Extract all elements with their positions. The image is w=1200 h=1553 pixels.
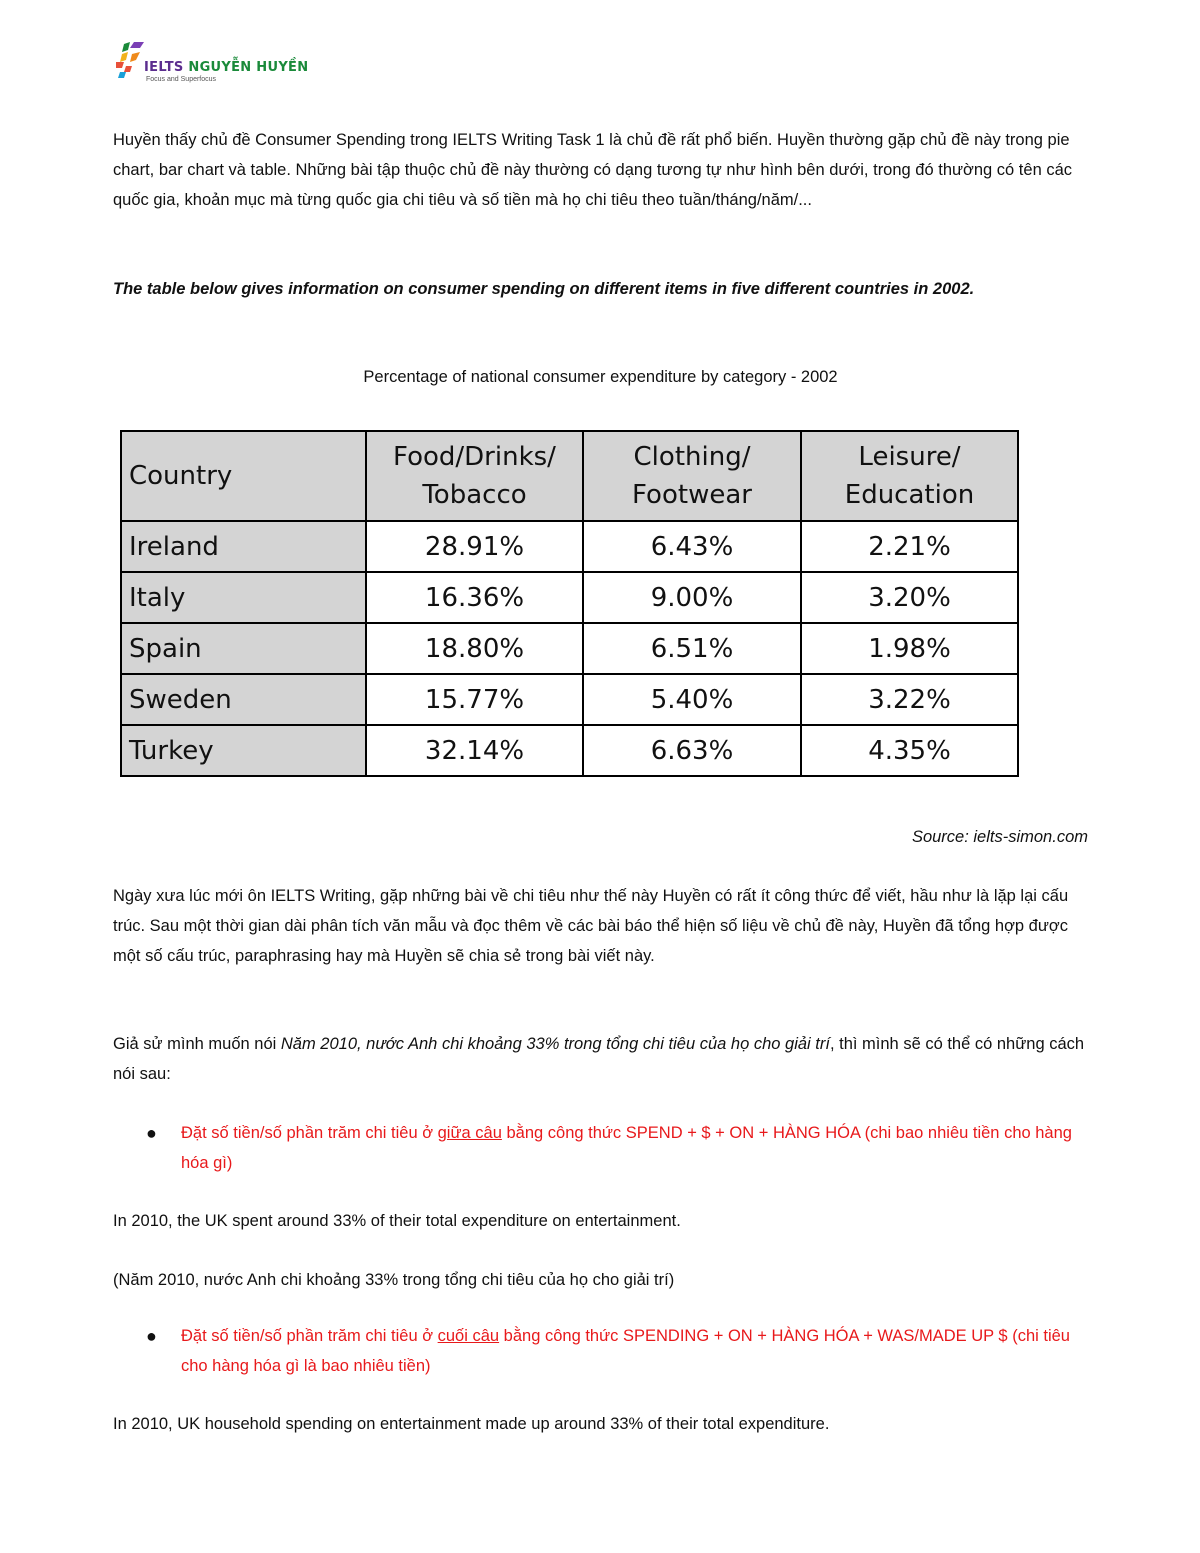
logo-text-ielts: IELTS <box>144 60 189 75</box>
country-cell: Sweden <box>121 674 366 725</box>
clothing-cell: 5.40% <box>583 674 801 725</box>
table-row <box>121 674 1018 725</box>
clothing-cell: 6.63% <box>583 725 801 776</box>
bullet-dot-icon: ● <box>146 1326 157 1346</box>
leisure-cell: 4.35% <box>801 725 1018 776</box>
second-paragraph: Ngày xưa lúc mới ôn IELTS Writing, gặp những bài về chi tiêu như thế này Huyền có rất ít công thức để viết, hầu như là lặp lại cấu trúc. Sau một thời gian dài phân tích văn mẫu và đọc thêm về các bài báo thể hiện số liệu về chủ đề này, Huyền đã tổng hợp được một số cấu trúc, paraphrasing hay mà Huyền sẽ chia sẻ trong bài viết này. <box>113 887 1069 965</box>
leisure-cell: 3.22% <box>801 674 1018 725</box>
example-setup-paragraph <box>113 1029 1088 1089</box>
logo-tagline: Focus and Superfocus <box>146 76 217 83</box>
bullet2-underlined: cuối câu <box>437 1327 500 1345</box>
setup-italic: Năm 2010, nước Anh chi khoảng 33% trong tổng chi tiêu của họ cho giải trí <box>280 1035 830 1053</box>
food-cell: 32.14% <box>366 725 583 776</box>
bullet-item-2 <box>146 1321 1081 1381</box>
clothing-cell: 6.51% <box>583 623 801 674</box>
setup-before: Giả sử mình muốn nói <box>113 1035 281 1053</box>
bullet1-before: Đặt số tiền/số phần trăm chi tiêu ở <box>181 1124 438 1142</box>
header-food: Food/Drinks/ Tobacco <box>366 431 583 521</box>
table-row <box>121 623 1018 674</box>
bullet1-after: bằng công thức SPEND + $ + ON + HÀNG HÓA (chi bao nhiêu tiền cho hàng hóa gì) <box>181 1124 1072 1172</box>
header-country: Country <box>121 431 366 521</box>
food-cell: 18.80% <box>366 623 583 674</box>
country-cell: Italy <box>121 572 366 623</box>
clothing-cell: 9.00% <box>583 572 801 623</box>
setup-after: , thì mình sẽ có thể có những cách nói sau: <box>113 1035 1085 1083</box>
country-cell: Ireland <box>121 521 366 572</box>
country-cell: Spain <box>121 623 366 674</box>
table-row <box>121 521 1018 572</box>
consumer-spending-table <box>120 430 1019 777</box>
logo-text-name: NGUYỄN HUYỀN <box>188 60 309 75</box>
header-clothing: Clothing/ Footwear <box>583 431 801 521</box>
bullet-dot-icon: ● <box>146 1123 157 1143</box>
intro-paragraph: Huyền thấy chủ đề Consumer Spending trong IELTS Writing Task 1 là chủ đề rất phổ biến. Huyền thường gặp chủ đề này trong pie chart, bar chart và table. Những bài tập thuộc chủ đề này thường có dạng tương tự như hình bên dưới, trong đó thường có tên các quốc gia, khoản mục mà từng quốc gia chi tiêu và số tiền mà họ chi tiêu theo tuần/tháng/năm/... <box>113 131 1073 209</box>
bullet1-underlined: giữa câu <box>437 1124 502 1142</box>
example-translation-1: (Năm 2010, nước Anh chi khoảng 33% trong tổng chi tiêu của họ cho giải trí) <box>113 1271 675 1289</box>
logo-text <box>144 60 308 75</box>
food-cell: 28.91% <box>366 521 583 572</box>
bullet-item-1 <box>146 1118 1081 1178</box>
food-cell: 15.77% <box>366 674 583 725</box>
clothing-cell: 6.43% <box>583 521 801 572</box>
country-cell: Turkey <box>121 725 366 776</box>
table-row <box>121 572 1018 623</box>
example-sentence-1: In 2010, the UK spent around 33% of their total expenditure on entertainment. <box>113 1212 681 1230</box>
leisure-cell: 1.98% <box>801 623 1018 674</box>
leisure-cell: 3.20% <box>801 572 1018 623</box>
food-cell: 16.36% <box>366 572 583 623</box>
bullet2-after: bằng công thức SPENDING + ON + HÀNG HÓA + WAS/MADE UP $ (chi tiêu cho hàng hóa gì là bao nhiêu tiền) <box>181 1327 1070 1375</box>
header-leisure: Leisure/ Education <box>801 431 1018 521</box>
task-prompt: The table below gives information on consumer spending on different items in five different countries in 2002. <box>113 280 975 298</box>
source-citation: Source: ielts-simon.com <box>911 828 1088 846</box>
table-header-row <box>121 431 1018 521</box>
brand-logo <box>116 40 316 90</box>
table-title: Percentage of national consumer expenditure by category - 2002 <box>363 368 838 386</box>
example-sentence-2: In 2010, UK household spending on entertainment made up around 33% of their total expenditure. <box>113 1415 830 1433</box>
table-row <box>121 725 1018 776</box>
leisure-cell: 2.21% <box>801 521 1018 572</box>
bullet2-before: Đặt số tiền/số phần trăm chi tiêu ở <box>181 1327 438 1345</box>
